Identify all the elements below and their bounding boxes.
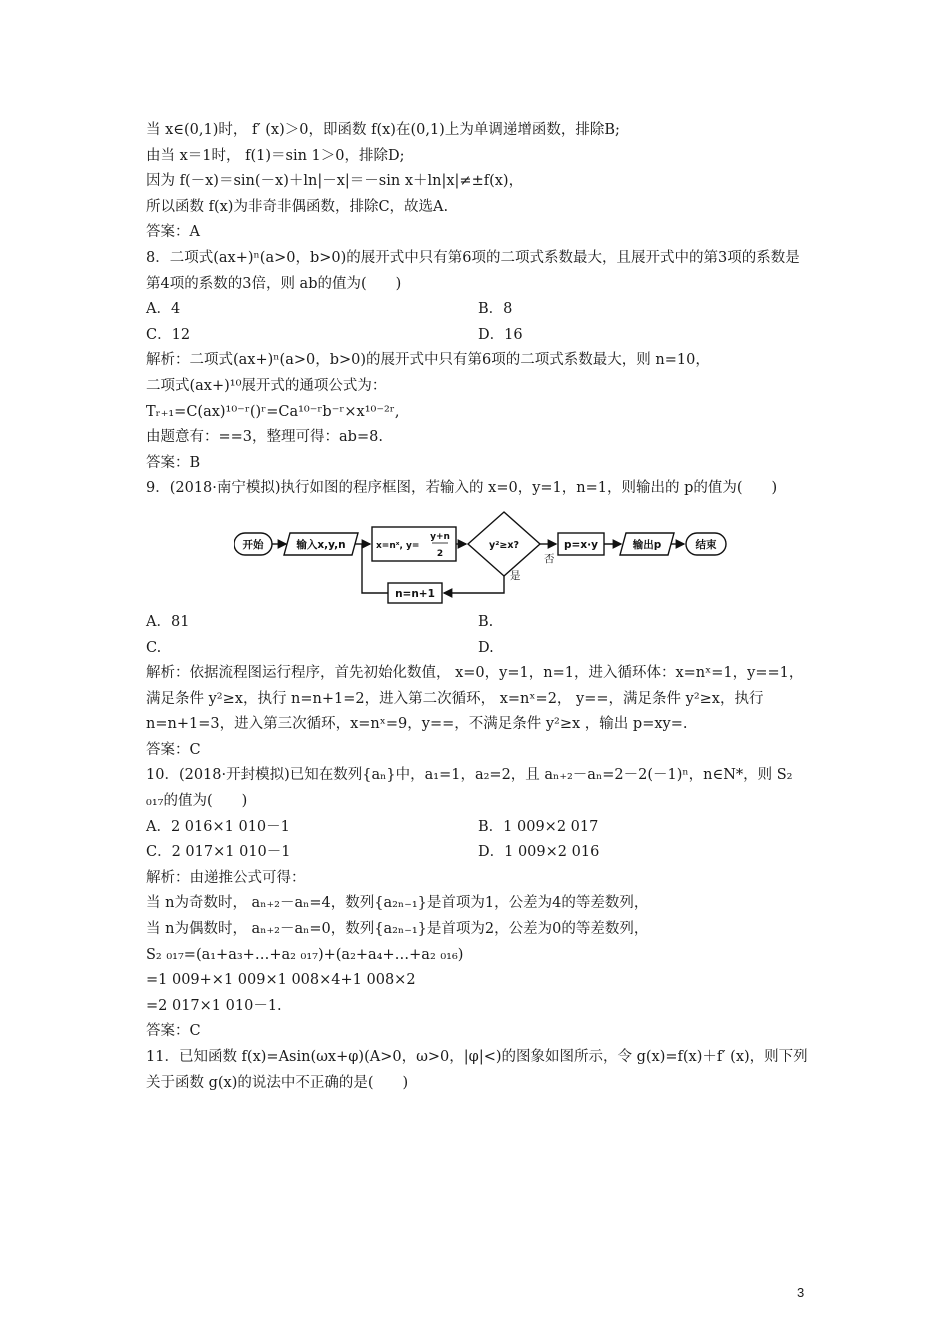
flow-increment-label: n=n+1 (395, 587, 435, 600)
text-line: 因为 f(－x)＝sin(－x)＋ln|－x|＝－sin x＋ln|x|≠±f(x)， (146, 173, 524, 190)
flow-yes-label: 是 (510, 569, 521, 582)
flow-compute-label: p=x·y (564, 538, 598, 551)
text-line: 当 x∈(0,1)时， f′ (x)＞0，即函数 f(x)在(0,1)上为单调递增函数，排除B; (146, 122, 620, 138)
solution-formula: =2 017×1 010－1. (146, 997, 282, 1014)
flow-assign-label: x=nˣ, y= (376, 540, 420, 551)
flow-output-label: 输出p (632, 538, 662, 551)
option-b: B．8 (478, 301, 513, 318)
options-q10 (146, 815, 810, 841)
text-line: 由当 x＝1时， f(1)＝sin 1＞0，排除D; (146, 147, 405, 164)
answer: 答案：A (146, 224, 200, 241)
options-q9 (146, 636, 810, 662)
flow-assign-denominator: 2 (436, 548, 444, 559)
answer: 答案：C (146, 741, 201, 758)
text-line: 所以函数 f(x)为非奇非偶函数，排除C，故选A. (146, 198, 449, 215)
solution-formula: =1 009+×1 009×1 008×4+1 008×2 (146, 972, 416, 989)
answer: 答案：B (146, 454, 201, 471)
solution-formula: Tᵣ₊₁=C(ax)¹⁰⁻ʳ()ʳ=Ca¹⁰⁻ʳb⁻ʳ×x¹⁰⁻²ʳ, (146, 403, 400, 420)
flow-assign-numerator: y+n (430, 531, 450, 542)
flow-input-label: 输入x,y,n (296, 538, 346, 551)
solution-line: 解析：由递推公式可得： (146, 869, 306, 886)
options-q9 (146, 610, 810, 636)
solution-formula: S₂ ₀₁₇=(a₁+a₃+…+a₂ ₀₁₇)+(a₂+a₄+…+a₂ ₀₁₆) (146, 946, 464, 963)
page-number: 3 (797, 1285, 805, 1300)
option-d: D. (478, 639, 494, 656)
flow-start-label: 开始 (242, 538, 264, 551)
option-c: C. (146, 639, 162, 656)
option-d: D．16 (478, 326, 523, 343)
question-11: 11．已知函数 f(x)=Asin(ωx+φ)(A>0，ω>0，|φ|<)的图象如图所示，令 g(x)=f(x)＋f′ (x)，则下列关于函数 g(x)的说法中不正确的是( ) (146, 1049, 808, 1091)
page-content (146, 118, 810, 1096)
solution-line: 当 n为奇数时， aₙ₊₂－aₙ=4，数列{a₂ₙ₋₁}是首项为1，公差为4的等差数列， (146, 895, 649, 912)
option-c: C．12 (146, 326, 191, 343)
question-10: 10．(2018·开封模拟)已知在数列{aₙ}中，a₁=1，a₂=2，且 aₙ₊₂－aₙ=2－2(－1)ⁿ，n∈N*，则 S₂ ₀₁₇的值为( ) (146, 767, 793, 810)
flow-condition-label: y²≥x? (489, 539, 519, 551)
options-q8 (146, 323, 810, 349)
flowchart (146, 506, 810, 604)
solution-line: 二项式(ax+)¹⁰展开式的通项公式为： (146, 377, 387, 394)
answer: 答案：C (146, 1023, 201, 1040)
option-a: A．81 (146, 613, 190, 630)
question-9: 9．(2018·南宁模拟)执行如图的程序框图，若输入的 x=0，y=1，n=1，则输出的 p的值为( ) (146, 480, 778, 497)
options-q8 (146, 297, 810, 323)
question-8: 8．二项式(ax+)ⁿ(a>0，b>0)的展开式中只有第6项的二项式系数最大，且展开式中的第3项的系数是第4项的系数的3倍，则 ab的值为( ) (146, 249, 800, 292)
solution-line: 由题意有：==3，整理可得：ab=8. (146, 429, 383, 446)
option-d: D．1 009×2 016 (478, 844, 600, 861)
options-q10 (146, 840, 810, 866)
option-c: C．2 017×1 010－1 (146, 844, 291, 861)
option-b: B. (478, 613, 494, 630)
flow-no-label: 否 (544, 552, 555, 565)
solution-paragraph: 解析：依据流程图运行程序，首先初始化数值， x=0，y=1，n=1，进入循环体：x=nˣ=1，y==1，满足条件 y²≥x，执行 n=n+1=2，进入第二次循环， x=nˣ=2， y==，满足条件 y²≥x，执行 n=n+1=3，进入第三次循环，x=nˣ=9，y==，不满足条件 y²≥x ，输出 p=xy=. (146, 665, 804, 733)
solution-line: 解析：二项式(ax+)ⁿ(a>0，b>0)的展开式中只有第6项的二项式系数最大，则 n=10， (146, 352, 710, 369)
option-b: B．1 009×2 017 (478, 818, 599, 835)
option-a: A．4 (146, 301, 181, 318)
solution-line: 当 n为偶数时， aₙ₊₂－aₙ=0，数列{a₂ₙ₋₁}是首项为2，公差为0的等差数列， (146, 921, 649, 938)
flow-end-label: 结束 (695, 538, 717, 551)
option-a: A．2 016×1 010－1 (146, 818, 290, 835)
